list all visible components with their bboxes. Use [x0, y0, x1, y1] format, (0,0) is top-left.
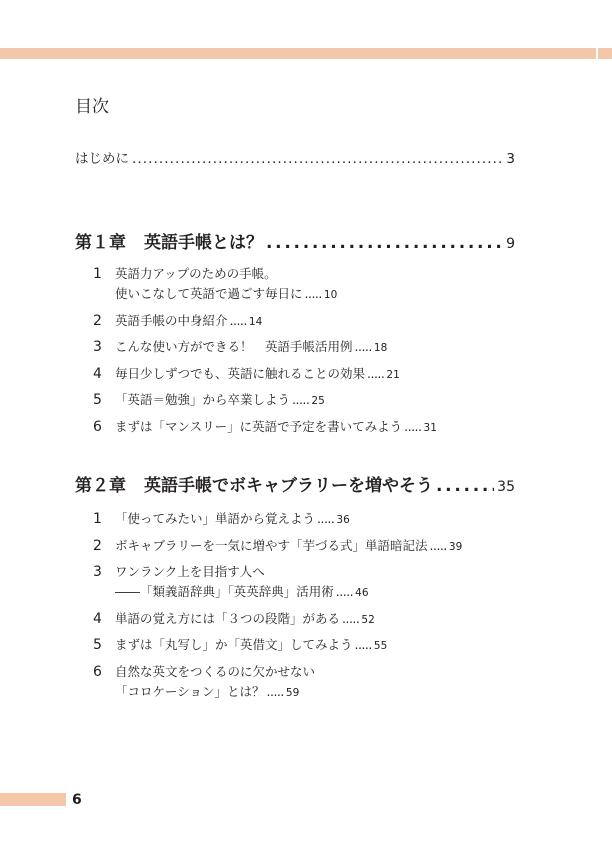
item-page: 21 — [386, 368, 400, 381]
item-page: 59 — [285, 686, 300, 699]
item-page: 10 — [323, 289, 338, 301]
intro-label: はじめに — [75, 151, 129, 167]
dot-leader: ..... — [354, 339, 372, 354]
item-title-line: 「英語＝勉強」から卒業しよう — [115, 392, 291, 407]
item-page: 18 — [373, 342, 388, 354]
toc-item[interactable] — [93, 662, 462, 703]
chapter-2-heading[interactable] — [75, 471, 515, 496]
dot-leader: ..... — [266, 683, 284, 699]
top-decorative-band — [0, 48, 596, 59]
chapter-1-page: 9 — [506, 236, 515, 252]
item-number: 3 — [93, 564, 102, 580]
toc-item[interactable] — [93, 609, 462, 630]
toc-item[interactable] — [93, 417, 437, 438]
chapter-2-items — [93, 509, 462, 708]
item-page: 36 — [336, 514, 350, 526]
item-title-line: 使いこなして英語で過ごす毎日に — [115, 286, 303, 301]
item-page: 14 — [248, 315, 263, 328]
dot-leader — [436, 476, 494, 496]
toc-item[interactable] — [93, 562, 462, 603]
dot-leader — [266, 233, 503, 253]
item-title-line: ――「類義語辞典」「英英辞典」活用術 — [115, 584, 334, 599]
item-number: 6 — [93, 418, 102, 435]
item-number: 6 — [93, 663, 102, 680]
top-decorative-band-end — [598, 48, 612, 59]
item-title-line: 毎日少しずつでも、英語に触れることの効果 — [115, 365, 366, 381]
dot-leader: ..... — [292, 392, 310, 407]
item-number: 1 — [93, 266, 102, 282]
dot-leader: ..... — [429, 537, 447, 553]
item-title-line: 「コロケーション」とは？ — [115, 683, 265, 699]
item-title-line: 自然な英文をつくるのに欠かせない — [115, 663, 316, 679]
item-title-line: ボキャブラリーを一気に増やす「芋づる式」単語暗記法 — [115, 537, 428, 553]
dot-leader: ..... — [335, 584, 354, 599]
item-title-line: まずは「マンスリー」に英語で予定を書いてみよう — [115, 418, 403, 434]
chapter-1-items — [93, 264, 437, 443]
item-number: 2 — [93, 537, 102, 554]
dot-leader: ..... — [317, 511, 335, 526]
item-page: 25 — [311, 395, 325, 407]
item-page: 31 — [423, 421, 437, 434]
dot-leader — [132, 151, 503, 167]
dot-leader: ..... — [229, 312, 247, 328]
toc-title: 目次 — [75, 97, 109, 117]
item-page: 46 — [355, 587, 369, 599]
intro-page: 3 — [506, 151, 515, 167]
chapter-1-heading[interactable] — [75, 228, 515, 253]
dot-leader: ..... — [304, 286, 322, 301]
item-title-line: 「使ってみたい」単語から覚えよう — [115, 511, 316, 526]
toc-item[interactable] — [93, 536, 462, 557]
item-title-line: こんな使い方ができる！ 英語手帳活用例 — [115, 339, 353, 354]
item-page: 39 — [448, 540, 463, 553]
item-number: 2 — [93, 312, 102, 329]
item-title-line: 英語手帳の中身紹介 — [115, 312, 228, 328]
toc-entry-intro[interactable] — [75, 147, 515, 167]
item-title-line: 英語力アップのための手帳。 — [115, 266, 277, 281]
page-number: 6 — [72, 792, 82, 808]
chapter-1-title: 英語手帳とは？ — [144, 233, 263, 253]
chapter-2-title: 英語手帳でボキャブラリーを増やそう — [144, 476, 433, 496]
dot-leader: ..... — [404, 418, 422, 434]
chapter-2-number: 第２章 — [75, 476, 126, 496]
toc-item[interactable] — [93, 364, 437, 385]
item-title-line: まずは「丸写し」か「英借文」してみよう — [115, 637, 353, 652]
dot-leader: ..... — [342, 610, 360, 626]
dot-leader: ..... — [367, 365, 385, 381]
toc-item[interactable] — [93, 635, 462, 656]
item-title-line: 単語の覚え方には「３つの段階」がある — [115, 610, 341, 626]
bottom-decorative-band — [0, 793, 66, 806]
item-number: 5 — [93, 392, 102, 408]
item-number: 5 — [93, 637, 102, 653]
chapter-2-page: 35 — [497, 479, 515, 495]
toc-item[interactable] — [93, 264, 437, 305]
toc-item[interactable] — [93, 311, 437, 332]
item-title-line: ワンランク上を目指す人へ — [115, 564, 265, 579]
item-page: 55 — [373, 640, 388, 652]
toc-item[interactable] — [93, 337, 437, 358]
item-number: 4 — [93, 610, 102, 627]
toc-item[interactable] — [93, 390, 437, 411]
item-number: 4 — [93, 365, 102, 382]
item-number: 3 — [93, 339, 102, 355]
toc-item[interactable] — [93, 509, 462, 530]
item-number: 1 — [93, 511, 102, 527]
chapter-1-number: 第１章 — [75, 233, 126, 253]
dot-leader: ..... — [354, 637, 372, 652]
item-page: 52 — [361, 613, 375, 626]
